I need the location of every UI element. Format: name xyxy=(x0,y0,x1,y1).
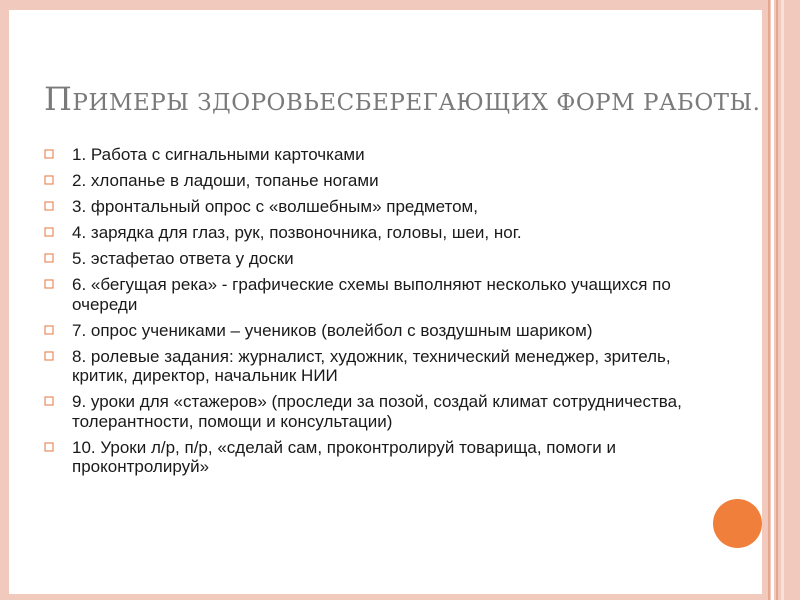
decorative-line xyxy=(768,0,770,600)
list-item xyxy=(44,145,694,165)
list-item xyxy=(44,275,694,314)
bullet-icon xyxy=(44,253,54,263)
bullet-icon xyxy=(44,227,54,237)
bullet-list xyxy=(44,145,694,483)
list-item xyxy=(44,321,694,341)
list-item xyxy=(44,438,694,477)
list-item-text: 6. «бегущая река» - графические схемы выполняют несколько учащихся по очереди xyxy=(72,275,671,314)
bullet-icon xyxy=(44,279,54,289)
decorative-line xyxy=(781,0,784,600)
list-item xyxy=(44,347,694,386)
list-item xyxy=(44,249,694,269)
decorative-line xyxy=(776,0,778,600)
list-item xyxy=(44,171,694,191)
decorative-line xyxy=(771,0,774,600)
bullet-icon xyxy=(44,325,54,335)
title-text: РИМЕРЫ ЗДОРОВЬЕСБЕРЕГАЮЩИХ ФОРМ РАБОТЫ. xyxy=(72,90,761,116)
list-item xyxy=(44,392,694,431)
list-item xyxy=(44,197,694,217)
list-item-text: 4. зарядка для глаз, рук, позвоночника, головы, шеи, ног. xyxy=(72,223,522,242)
list-item-text: 5. эстафетао ответа у доски xyxy=(72,249,294,268)
slide-title xyxy=(44,80,761,118)
list-item-text: 3. фронтальный опрос с «волшебным» предметом, xyxy=(72,197,478,216)
list-item-text: 9. уроки для «стажеров» (проследи за позой, создай климат сотрудничества, толерантности, помощи и консультации) xyxy=(72,392,682,431)
list-item-text: 8. ролевые задания: журналист, художник, технический менеджер, зритель, критик, директор, начальник НИИ xyxy=(72,346,671,385)
bullet-icon xyxy=(44,149,54,159)
bullet-icon xyxy=(44,175,54,185)
list-item-text: 1. Работа с сигнальными карточками xyxy=(72,145,365,164)
bullet-icon xyxy=(44,442,54,452)
bullet-icon xyxy=(44,201,54,211)
list-item xyxy=(44,223,694,243)
bullet-icon xyxy=(44,396,54,406)
bullet-icon xyxy=(44,351,54,361)
list-item-text: 7. опрос учениками – учеников (волейбол с воздушным шариком) xyxy=(72,320,593,340)
title-initial: П xyxy=(44,80,73,118)
decorative-circle xyxy=(713,499,762,548)
list-item-text: 10. Уроки л/р, п/р, «сделай сам, проконтролируй товарища, помоги и проконтролируй» xyxy=(72,437,616,476)
slide-frame-bottom xyxy=(0,594,800,600)
list-item-text: 2. хлопанье в ладоши, топанье ногами xyxy=(72,171,379,190)
